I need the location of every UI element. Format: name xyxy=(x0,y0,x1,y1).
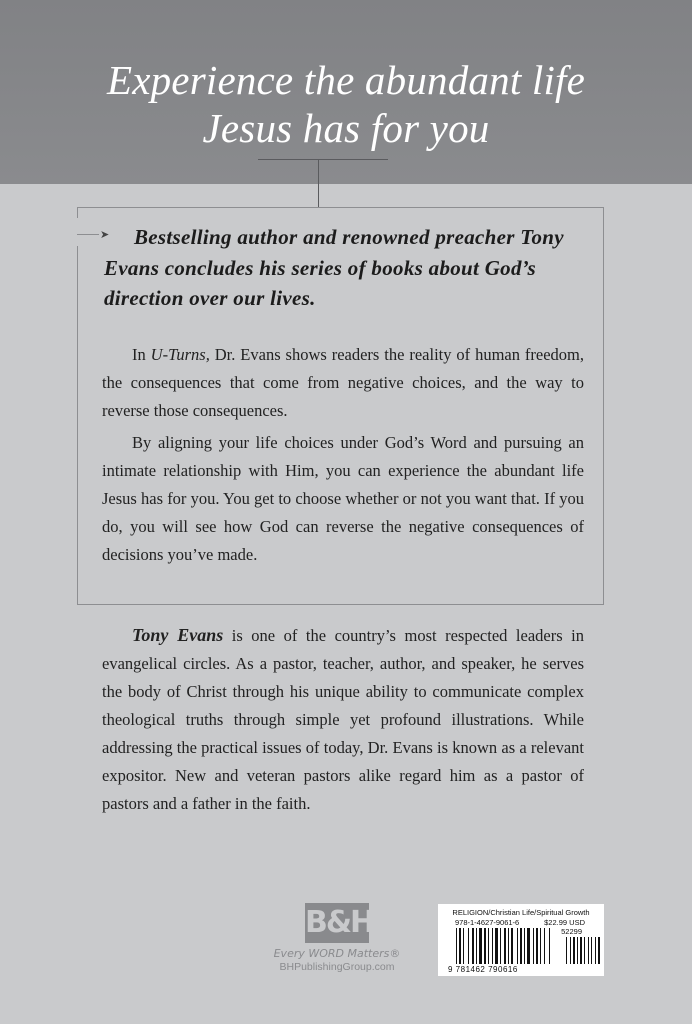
barcode-bar xyxy=(488,928,489,964)
barcode-bar xyxy=(520,928,522,964)
addon-bar xyxy=(595,937,596,964)
addon-bar xyxy=(570,937,571,964)
box-gap xyxy=(76,218,79,246)
cover-headline xyxy=(0,56,692,152)
author-bio xyxy=(102,621,584,818)
bio-text: is one of the country’s most respected leaders in evangelical circles. As a pastor, teacher, author, and speaker, he serves the body of Christ through his unique ability to communicate complex theological truths through simple yet profound illustrations. While addressing the practical issues of today, Dr. Evans is known as a relevant expositor. New and veteran pastors alike regard him as a pastor of pastors and a father in the faith. xyxy=(102,626,584,813)
barcode-bar xyxy=(463,928,464,964)
headline-line-1: Experience the abundant life xyxy=(106,57,586,103)
barcode-block xyxy=(438,904,604,976)
barcode-bar xyxy=(504,928,506,964)
barcode-bar xyxy=(492,928,493,964)
addon-bar xyxy=(598,937,600,964)
arrow-line xyxy=(77,234,99,235)
barcode-bar xyxy=(484,928,486,964)
addon-bar xyxy=(584,937,585,964)
book-title: U-Turns, xyxy=(150,345,210,364)
barcode-isbn: 978-1-4627-9061-6 xyxy=(455,918,520,927)
barcode-bar xyxy=(456,928,457,964)
description-paragraph-1 xyxy=(102,341,584,425)
barcode-bar xyxy=(468,928,469,964)
headline-rule xyxy=(258,159,388,160)
para1-prefix: In xyxy=(132,345,151,364)
barcode-price: $22.99 USD xyxy=(544,918,585,927)
barcode-bar xyxy=(508,928,509,964)
barcode-bar xyxy=(495,928,498,964)
barcode-category: RELIGION/Christian Life/Spiritual Growth xyxy=(452,908,590,917)
addon-bar xyxy=(566,937,567,964)
arrow-icon: ➤ xyxy=(100,228,110,241)
publisher-tagline: Every WORD Matters® xyxy=(273,947,401,960)
addon-bar xyxy=(580,937,582,964)
addon-bar xyxy=(591,937,592,964)
publisher-logo xyxy=(272,903,402,974)
addon-bar xyxy=(577,937,578,964)
barcode-bar xyxy=(511,928,513,964)
barcode-bar xyxy=(524,928,525,964)
barcode-bar xyxy=(476,928,477,964)
connector-line xyxy=(318,159,319,207)
headline-line-2: Jesus has for you xyxy=(202,105,490,151)
barcode-bar xyxy=(479,928,482,964)
description-paragraph-2: By aligning your life choices under God’s Word and pursuing an intimate relationship with Him, you can experience the abundant life Jesus has for you. You get to choose whether or not you want that. If you do, you will see how God can reverse the negative consequences of decisions you’ve made. xyxy=(102,433,584,564)
barcode-bar xyxy=(459,928,461,964)
barcode-bar xyxy=(500,928,501,964)
barcode-bar xyxy=(472,928,474,964)
barcode-bar xyxy=(533,928,534,964)
addon-bar xyxy=(588,937,589,964)
barcode-bar xyxy=(549,928,550,964)
barcode-bar xyxy=(544,928,545,964)
barcode-number: 9 781462 790616 xyxy=(448,965,518,974)
barcode-bar xyxy=(527,928,530,964)
barcode-bar xyxy=(540,928,541,964)
publisher-url: BHPublishingGroup.com xyxy=(279,961,395,973)
barcode-bar xyxy=(517,928,518,964)
barcode-addon: 52299 xyxy=(561,927,582,936)
para1-rest: Dr. Evans shows readers the reality of human freedom, the consequences that come from negative choices, and the way to reverse those consequences. xyxy=(102,345,584,420)
author-name: Tony Evans xyxy=(132,625,224,645)
bh-logo-mark: B&H xyxy=(305,903,369,943)
barcode-bar xyxy=(536,928,538,964)
addon-bar xyxy=(573,937,575,964)
lead-text: Bestselling author and renowned preacher Tony Evans concludes his series of books about God’s direction over our lives. xyxy=(104,225,564,310)
